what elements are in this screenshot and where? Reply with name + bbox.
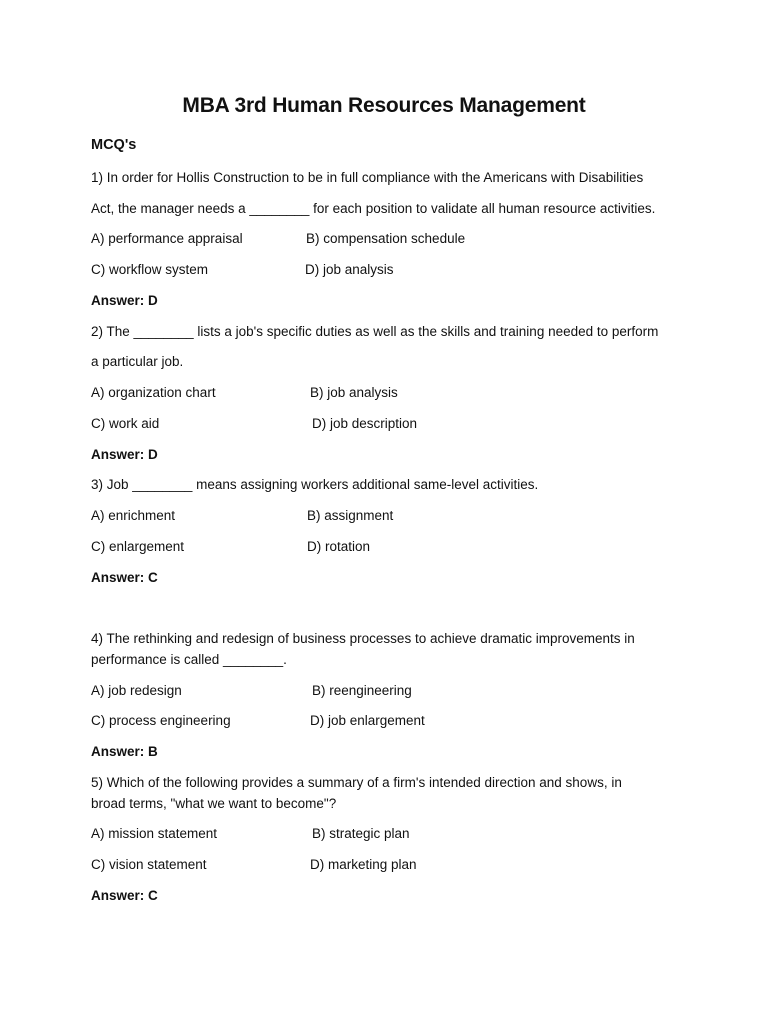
question-5-option-a: A) mission statement (91, 826, 218, 841)
question-5-option-b: B) strategic plan (312, 826, 410, 841)
question-2-text-line2: a particular job. (91, 354, 184, 369)
question-3-option-a: A) enrichment (91, 508, 176, 523)
question-3-option-c: C) enlargement (91, 539, 185, 554)
question-1-option-b: B) compensation schedule (306, 231, 466, 246)
document-title: MBA 3rd Human Resources Management (182, 94, 586, 117)
question-1-option-a: A) performance appraisal (91, 231, 243, 246)
question-4-text-line2: performance is called ________. (91, 652, 287, 667)
question-2-text-line1: 2) The ________ lists a job's specific duties as well as the skills and training needed to perform (91, 324, 659, 339)
question-1-text-line1: 1) In order for Hollis Construction to be in full compliance with the Americans with Disabilities (91, 170, 644, 185)
question-1-answer: Answer: D (91, 293, 158, 308)
question-3-option-b: B) assignment (307, 508, 394, 523)
question-1-option-d: D) job analysis (305, 262, 394, 277)
question-2-option-a: A) organization chart (91, 385, 216, 400)
question-2-answer: Answer: D (91, 447, 158, 462)
question-5-option-c: C) vision statement (91, 857, 207, 872)
question-4-option-c: C) process engineering (91, 713, 231, 728)
question-5-option-d: D) marketing plan (310, 857, 417, 872)
question-3-option-d: D) rotation (307, 539, 371, 554)
question-3-text-line1: 3) Job ________ means assigning workers additional same-level activities. (91, 477, 539, 492)
question-4-text-line1: 4) The rethinking and redesign of business processes to achieve dramatic improvements in (91, 631, 635, 646)
question-1-option-c: C) workflow system (91, 262, 209, 277)
question-3-answer: Answer: C (91, 570, 158, 585)
question-4-option-a: A) job redesign (91, 683, 182, 698)
question-4-option-b: B) reengineering (312, 683, 412, 698)
question-5-answer: Answer: C (91, 888, 158, 903)
question-4-answer: Answer: B (91, 744, 158, 759)
question-5-text-line1: 5) Which of the following provides a summary of a firm's intended direction and shows, in (91, 775, 622, 790)
question-1-text-line2: Act, the manager needs a ________ for each position to validate all human resource activities. (91, 201, 656, 216)
question-2-option-b: B) job analysis (310, 385, 398, 400)
question-5-text-line2: broad terms, "what we want to become"? (91, 796, 337, 811)
question-4-option-d: D) job enlargement (310, 713, 425, 728)
section-heading: MCQ's (91, 137, 137, 153)
question-2-option-d: D) job description (312, 416, 418, 431)
question-2-option-c: C) work aid (91, 416, 160, 431)
